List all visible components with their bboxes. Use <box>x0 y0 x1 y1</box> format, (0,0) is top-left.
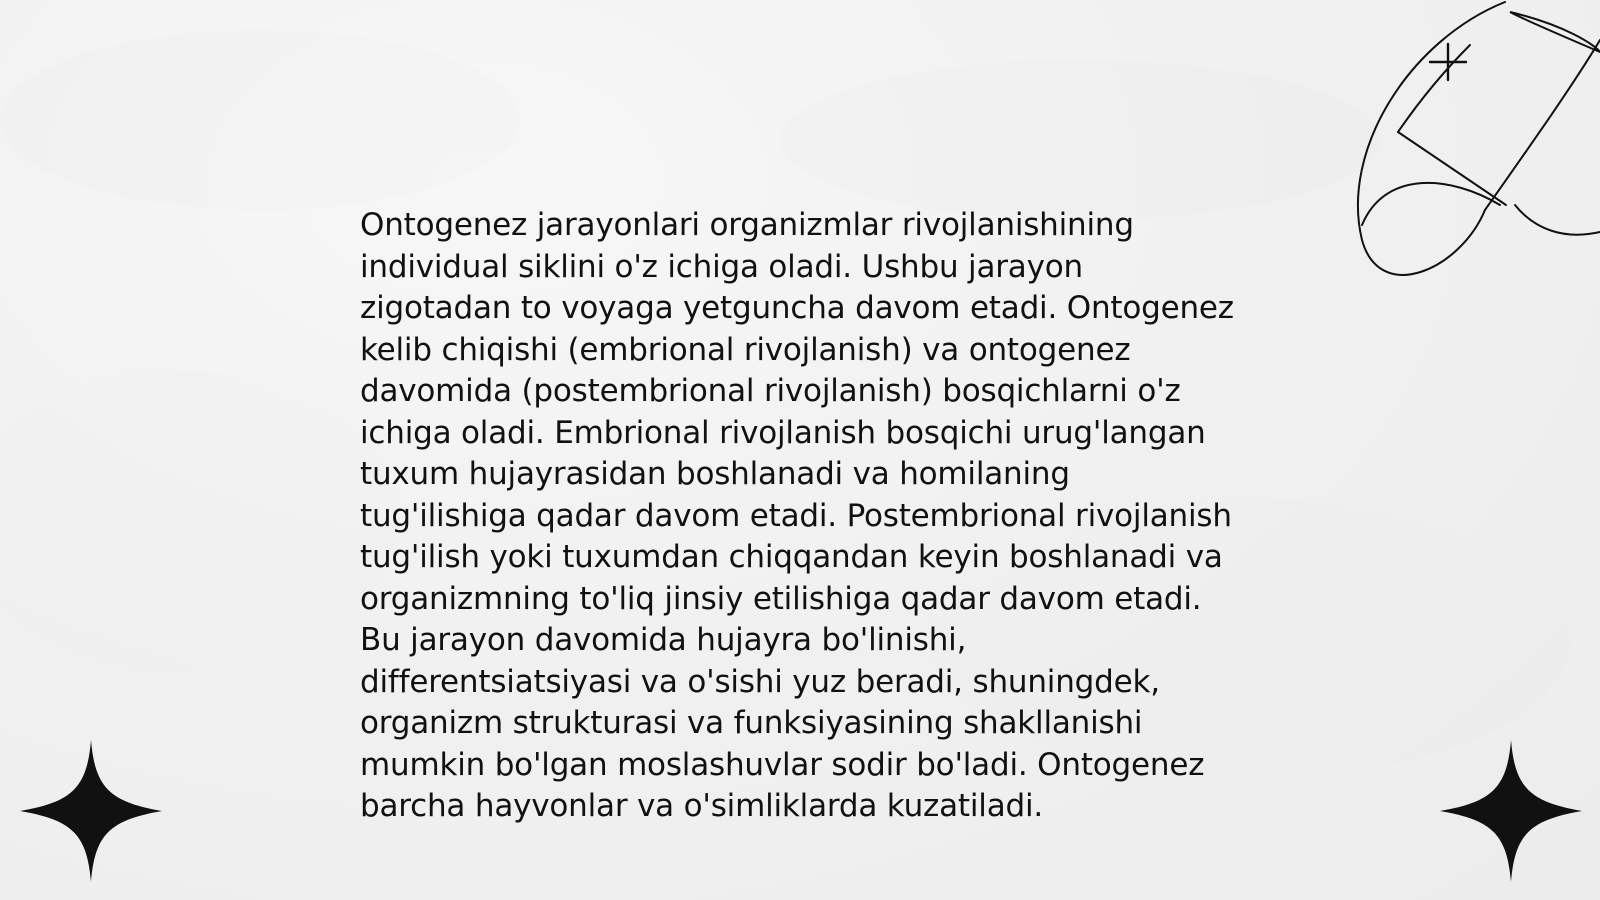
sparkle-icon <box>1428 42 1468 82</box>
orbit-lines-icon <box>1350 0 1600 290</box>
body-paragraph: Ontogenez jarayonlari organizmlar rivojlanishining individual siklini o'z ichiga oladi. Ushbu jarayon zigotadan to voyaga yetguncha davom etadi. Ontogenez kelib chiqishi (embrional rivojlanish) va ontogenez davomida (postembrional rivojlanish) bosqichlarni o'z ichiga oladi. Embrional rivojlanish bosqichi urug'langan tuxum hujayrasidan boshlanadi va homilaning tug'ilishiga qadar davom etadi. Postembrional rivojlanish tug'ilish yoki tuxumdan chiqqandan keyin boshlanadi va organizmning to'liq jinsiy etilishiga qadar davom etadi. Bu jarayon davomida hujayra bo'linishi, differentsiatsiyasi va o'sishi yuz beradi, shuningdek, organizm strukturasi va funksiyasining shakllanishi mumkin bo'lgan moslashuvlar sodir bo'ladi. Ontogenez barcha hayvonlar va o'simliklarda kuzatiladi. <box>360 207 1234 824</box>
four-point-star-icon <box>20 740 162 882</box>
four-point-star-icon <box>1440 740 1582 882</box>
